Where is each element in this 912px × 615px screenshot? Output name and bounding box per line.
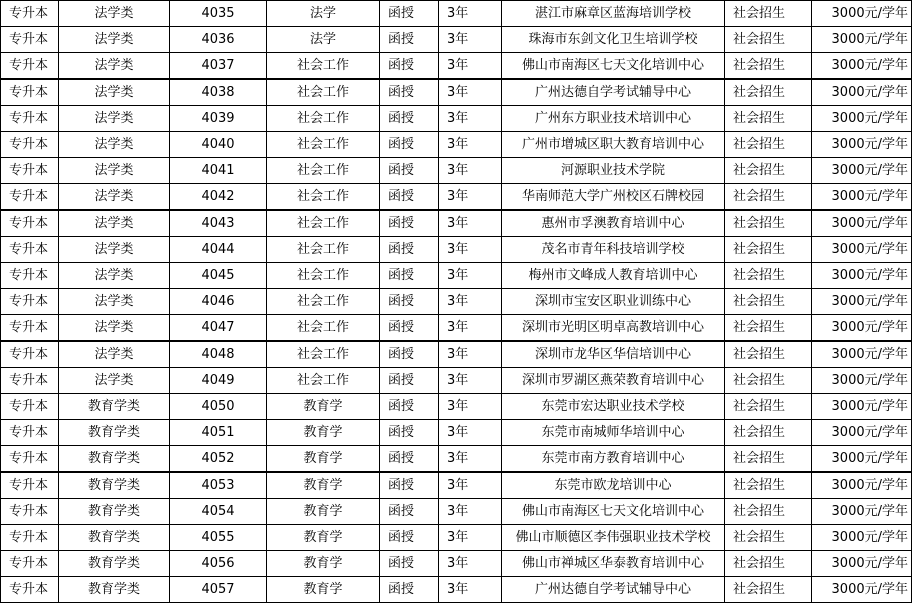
school-cell: 华南师范大学广州校区石牌校园 <box>502 184 725 211</box>
code-cell: 4052 <box>170 446 267 473</box>
level-cell: 专升本 <box>1 289 59 315</box>
study-mode-cell: 函授 <box>380 1 439 27</box>
category-cell: 法学类 <box>59 289 170 315</box>
code-cell: 4043 <box>170 210 267 237</box>
school-cell: 梅州市文峰成人教育培训中心 <box>502 263 725 289</box>
enrollment-type-cell: 社会招生 <box>725 368 812 394</box>
major-cell: 法学 <box>267 1 380 27</box>
enrollment-type-cell: 社会招生 <box>725 53 812 80</box>
school-cell: 广州达德自学考试辅导中心 <box>502 79 725 106</box>
study-mode-cell: 函授 <box>380 27 439 53</box>
enrollment-type-cell: 社会招生 <box>725 289 812 315</box>
major-cell: 社会工作 <box>267 289 380 315</box>
code-cell: 4040 <box>170 132 267 158</box>
table-row <box>1 106 912 132</box>
study-mode-cell: 函授 <box>380 341 439 368</box>
code-cell: 4050 <box>170 394 267 420</box>
duration-cell: 3年 <box>439 394 502 420</box>
code-cell: 4045 <box>170 263 267 289</box>
tuition-cell: 3000元/学年 <box>812 27 912 53</box>
school-cell: 东莞市宏达职业技术学校 <box>502 394 725 420</box>
duration-cell: 3年 <box>439 210 502 237</box>
table-row <box>1 79 912 106</box>
school-cell: 河源职业技术学院 <box>502 158 725 184</box>
major-cell: 社会工作 <box>267 53 380 80</box>
tuition-cell: 3000元/学年 <box>812 341 912 368</box>
tuition-cell: 3000元/学年 <box>812 106 912 132</box>
code-cell: 4056 <box>170 551 267 577</box>
duration-cell: 3年 <box>439 525 502 551</box>
category-cell: 教育学类 <box>59 420 170 446</box>
category-cell: 教育学类 <box>59 499 170 525</box>
code-cell: 4048 <box>170 341 267 368</box>
category-cell: 教育学类 <box>59 472 170 499</box>
school-cell: 深圳市龙华区华信培训中心 <box>502 341 725 368</box>
duration-cell: 3年 <box>439 158 502 184</box>
category-cell: 法学类 <box>59 27 170 53</box>
study-mode-cell: 函授 <box>380 106 439 132</box>
tuition-cell: 3000元/学年 <box>812 132 912 158</box>
tuition-cell: 3000元/学年 <box>812 394 912 420</box>
table-row <box>1 551 912 577</box>
duration-cell: 3年 <box>439 315 502 342</box>
table-row <box>1 53 912 80</box>
enrollment-type-cell: 社会招生 <box>725 1 812 27</box>
code-cell: 4057 <box>170 577 267 603</box>
school-cell: 珠海市东剑文化卫生培训学校 <box>502 27 725 53</box>
tuition-cell: 3000元/学年 <box>812 525 912 551</box>
enrollment-type-cell: 社会招生 <box>725 446 812 473</box>
table-row <box>1 394 912 420</box>
enrollment-type-cell: 社会招生 <box>725 551 812 577</box>
category-cell: 法学类 <box>59 1 170 27</box>
table-row <box>1 289 912 315</box>
study-mode-cell: 函授 <box>380 315 439 342</box>
code-cell: 4042 <box>170 184 267 211</box>
enrollment-type-cell: 社会招生 <box>725 315 812 342</box>
duration-cell: 3年 <box>439 551 502 577</box>
major-cell: 教育学 <box>267 420 380 446</box>
major-cell: 社会工作 <box>267 210 380 237</box>
major-cell: 教育学 <box>267 525 380 551</box>
level-cell: 专升本 <box>1 158 59 184</box>
category-cell: 法学类 <box>59 341 170 368</box>
table-row <box>1 158 912 184</box>
major-cell: 教育学 <box>267 551 380 577</box>
school-cell: 惠州市孚澳教育培训中心 <box>502 210 725 237</box>
study-mode-cell: 函授 <box>380 158 439 184</box>
major-cell: 社会工作 <box>267 132 380 158</box>
category-cell: 法学类 <box>59 79 170 106</box>
study-mode-cell: 函授 <box>380 289 439 315</box>
table-row <box>1 27 912 53</box>
duration-cell: 3年 <box>439 577 502 603</box>
duration-cell: 3年 <box>439 237 502 263</box>
school-cell: 佛山市禅城区华泰教育培训中心 <box>502 551 725 577</box>
enrollment-type-cell: 社会招生 <box>725 420 812 446</box>
tuition-cell: 3000元/学年 <box>812 184 912 211</box>
duration-cell: 3年 <box>439 1 502 27</box>
category-cell: 法学类 <box>59 158 170 184</box>
duration-cell: 3年 <box>439 499 502 525</box>
duration-cell: 3年 <box>439 79 502 106</box>
level-cell: 专升本 <box>1 184 59 211</box>
level-cell: 专升本 <box>1 551 59 577</box>
category-cell: 法学类 <box>59 210 170 237</box>
level-cell: 专升本 <box>1 53 59 80</box>
major-cell: 社会工作 <box>267 106 380 132</box>
tuition-cell: 3000元/学年 <box>812 79 912 106</box>
study-mode-cell: 函授 <box>380 79 439 106</box>
table-row <box>1 420 912 446</box>
duration-cell: 3年 <box>439 184 502 211</box>
school-cell: 佛山市顺德区李伟强职业技术学校 <box>502 525 725 551</box>
table-row <box>1 210 912 237</box>
level-cell: 专升本 <box>1 368 59 394</box>
major-cell: 教育学 <box>267 499 380 525</box>
level-cell: 专升本 <box>1 341 59 368</box>
duration-cell: 3年 <box>439 420 502 446</box>
enrollment-type-cell: 社会招生 <box>725 577 812 603</box>
table-row <box>1 237 912 263</box>
tuition-cell: 3000元/学年 <box>812 420 912 446</box>
tuition-cell: 3000元/学年 <box>812 210 912 237</box>
major-cell: 社会工作 <box>267 237 380 263</box>
school-cell: 佛山市南海区七天文化培训中心 <box>502 53 725 80</box>
school-cell: 湛江市麻章区蓝海培训学校 <box>502 1 725 27</box>
tuition-cell: 3000元/学年 <box>812 158 912 184</box>
category-cell: 教育学类 <box>59 394 170 420</box>
code-cell: 4047 <box>170 315 267 342</box>
code-cell: 4035 <box>170 1 267 27</box>
tuition-cell: 3000元/学年 <box>812 577 912 603</box>
school-cell: 深圳市罗湖区燕荣教育培训中心 <box>502 368 725 394</box>
level-cell: 专升本 <box>1 237 59 263</box>
enrollment-type-cell: 社会招生 <box>725 499 812 525</box>
level-cell: 专升本 <box>1 420 59 446</box>
enrollment-type-cell: 社会招生 <box>725 472 812 499</box>
school-cell: 广州达德自学考试辅导中心 <box>502 577 725 603</box>
code-cell: 4039 <box>170 106 267 132</box>
major-cell: 教育学 <box>267 472 380 499</box>
table-row <box>1 499 912 525</box>
study-mode-cell: 函授 <box>380 472 439 499</box>
table-row <box>1 446 912 473</box>
level-cell: 专升本 <box>1 27 59 53</box>
table-row <box>1 315 912 342</box>
tuition-cell: 3000元/学年 <box>812 446 912 473</box>
tuition-cell: 3000元/学年 <box>812 315 912 342</box>
code-cell: 4054 <box>170 499 267 525</box>
study-mode-cell: 函授 <box>380 394 439 420</box>
category-cell: 法学类 <box>59 315 170 342</box>
level-cell: 专升本 <box>1 577 59 603</box>
table-row <box>1 132 912 158</box>
study-mode-cell: 函授 <box>380 263 439 289</box>
table-row <box>1 525 912 551</box>
tuition-cell: 3000元/学年 <box>812 289 912 315</box>
duration-cell: 3年 <box>439 472 502 499</box>
code-cell: 4049 <box>170 368 267 394</box>
enrollment-type-cell: 社会招生 <box>725 394 812 420</box>
school-cell: 东莞市南城师华培训中心 <box>502 420 725 446</box>
duration-cell: 3年 <box>439 132 502 158</box>
category-cell: 法学类 <box>59 184 170 211</box>
enrollment-type-cell: 社会招生 <box>725 27 812 53</box>
study-mode-cell: 函授 <box>380 53 439 80</box>
category-cell: 法学类 <box>59 53 170 80</box>
tuition-cell: 3000元/学年 <box>812 368 912 394</box>
tuition-cell: 3000元/学年 <box>812 499 912 525</box>
duration-cell: 3年 <box>439 53 502 80</box>
study-mode-cell: 函授 <box>380 551 439 577</box>
enrollment-type-cell: 社会招生 <box>725 525 812 551</box>
level-cell: 专升本 <box>1 79 59 106</box>
duration-cell: 3年 <box>439 446 502 473</box>
major-cell: 法学 <box>267 27 380 53</box>
major-cell: 教育学 <box>267 577 380 603</box>
major-cell: 社会工作 <box>267 368 380 394</box>
tuition-cell: 3000元/学年 <box>812 263 912 289</box>
category-cell: 法学类 <box>59 106 170 132</box>
major-cell: 教育学 <box>267 446 380 473</box>
school-cell: 东莞市欧龙培训中心 <box>502 472 725 499</box>
school-cell: 佛山市南海区七天文化培训中心 <box>502 499 725 525</box>
code-cell: 4051 <box>170 420 267 446</box>
duration-cell: 3年 <box>439 289 502 315</box>
enrollment-type-cell: 社会招生 <box>725 210 812 237</box>
category-cell: 法学类 <box>59 263 170 289</box>
major-cell: 社会工作 <box>267 315 380 342</box>
code-cell: 4046 <box>170 289 267 315</box>
duration-cell: 3年 <box>439 106 502 132</box>
major-cell: 社会工作 <box>267 263 380 289</box>
major-cell: 社会工作 <box>267 79 380 106</box>
code-cell: 4036 <box>170 27 267 53</box>
table-row <box>1 472 912 499</box>
code-cell: 4038 <box>170 79 267 106</box>
code-cell: 4055 <box>170 525 267 551</box>
level-cell: 专升本 <box>1 525 59 551</box>
category-cell: 法学类 <box>59 237 170 263</box>
study-mode-cell: 函授 <box>380 368 439 394</box>
category-cell: 教育学类 <box>59 525 170 551</box>
enrollment-type-cell: 社会招生 <box>725 341 812 368</box>
enrollment-type-cell: 社会招生 <box>725 79 812 106</box>
study-mode-cell: 函授 <box>380 499 439 525</box>
study-mode-cell: 函授 <box>380 237 439 263</box>
school-cell: 东莞市南方教育培训中心 <box>502 446 725 473</box>
tuition-cell: 3000元/学年 <box>812 1 912 27</box>
study-mode-cell: 函授 <box>380 446 439 473</box>
tuition-cell: 3000元/学年 <box>812 551 912 577</box>
level-cell: 专升本 <box>1 263 59 289</box>
table-row <box>1 263 912 289</box>
school-cell: 深圳市光明区明卓高教培训中心 <box>502 315 725 342</box>
enrollment-type-cell: 社会招生 <box>725 184 812 211</box>
duration-cell: 3年 <box>439 341 502 368</box>
enrollment-type-cell: 社会招生 <box>725 106 812 132</box>
enrollment-type-cell: 社会招生 <box>725 237 812 263</box>
tuition-cell: 3000元/学年 <box>812 472 912 499</box>
tuition-cell: 3000元/学年 <box>812 53 912 80</box>
enrollment-type-cell: 社会招生 <box>725 132 812 158</box>
tuition-cell: 3000元/学年 <box>812 237 912 263</box>
category-cell: 教育学类 <box>59 446 170 473</box>
duration-cell: 3年 <box>439 368 502 394</box>
category-cell: 法学类 <box>59 368 170 394</box>
category-cell: 法学类 <box>59 132 170 158</box>
major-cell: 社会工作 <box>267 158 380 184</box>
level-cell: 专升本 <box>1 315 59 342</box>
table-row <box>1 341 912 368</box>
study-mode-cell: 函授 <box>380 184 439 211</box>
study-mode-cell: 函授 <box>380 577 439 603</box>
table-row <box>1 184 912 211</box>
study-mode-cell: 函授 <box>380 525 439 551</box>
code-cell: 4037 <box>170 53 267 80</box>
enrollment-type-cell: 社会招生 <box>725 158 812 184</box>
level-cell: 专升本 <box>1 394 59 420</box>
level-cell: 专升本 <box>1 499 59 525</box>
table-row <box>1 577 912 603</box>
major-cell: 社会工作 <box>267 184 380 211</box>
code-cell: 4053 <box>170 472 267 499</box>
level-cell: 专升本 <box>1 106 59 132</box>
level-cell: 专升本 <box>1 472 59 499</box>
major-cell: 社会工作 <box>267 341 380 368</box>
category-cell: 教育学类 <box>59 551 170 577</box>
level-cell: 专升本 <box>1 446 59 473</box>
code-cell: 4041 <box>170 158 267 184</box>
level-cell: 专升本 <box>1 210 59 237</box>
school-cell: 广州市增城区职大教育培训中心 <box>502 132 725 158</box>
school-cell: 深圳市宝安区职业训练中心 <box>502 289 725 315</box>
duration-cell: 3年 <box>439 27 502 53</box>
study-mode-cell: 函授 <box>380 210 439 237</box>
level-cell: 专升本 <box>1 1 59 27</box>
table-row <box>1 1 912 27</box>
school-cell: 广州东方职业技术培训中心 <box>502 106 725 132</box>
duration-cell: 3年 <box>439 263 502 289</box>
study-mode-cell: 函授 <box>380 420 439 446</box>
category-cell: 教育学类 <box>59 577 170 603</box>
study-mode-cell: 函授 <box>380 132 439 158</box>
code-cell: 4044 <box>170 237 267 263</box>
school-cell: 茂名市青年科技培训学校 <box>502 237 725 263</box>
level-cell: 专升本 <box>1 132 59 158</box>
table-row <box>1 368 912 394</box>
enrollment-type-cell: 社会招生 <box>725 263 812 289</box>
table-body <box>1 1 912 603</box>
major-cell: 教育学 <box>267 394 380 420</box>
